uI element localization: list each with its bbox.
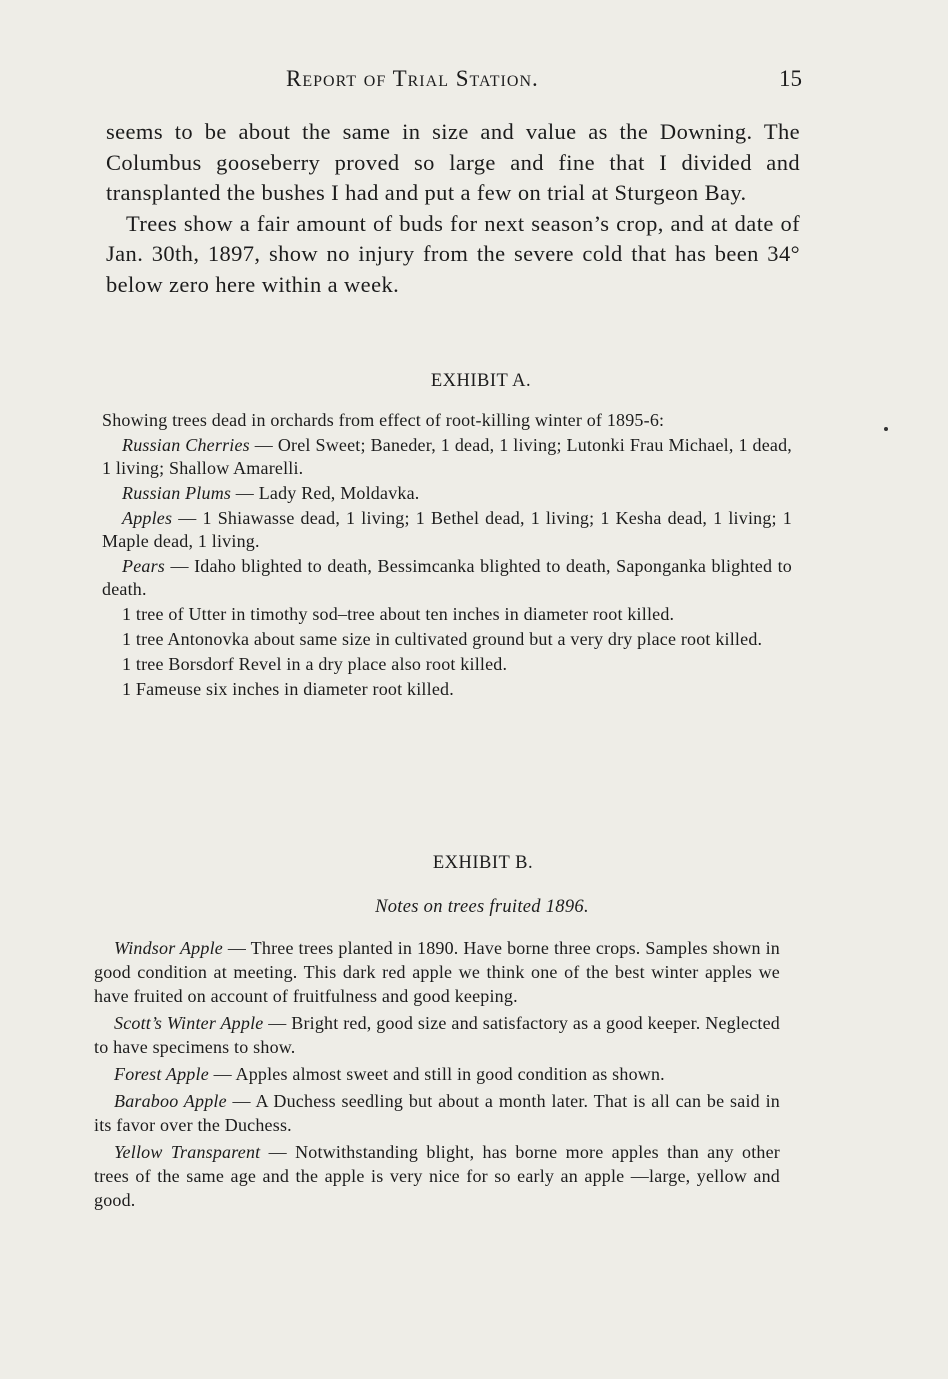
entry-lead: Windsor Apple bbox=[114, 938, 223, 958]
entry-text: A Duchess seedling but about a month later. That is all can be said in its favor over the Duchess. bbox=[94, 1091, 780, 1135]
list-item: Forest Apple — Apples almost sweet and still in good condition as shown. bbox=[114, 1064, 665, 1084]
list-item: Yellow Transparent — Notwithstanding blight, has borne more apples than any other trees of the same age and the apple is very nice for so early an apple —large, yellow and good. bbox=[94, 1142, 780, 1210]
entry-lead: Apples bbox=[122, 508, 173, 528]
entry-lead: Russian Plums bbox=[122, 483, 232, 503]
note-item: 1 tree Antonovka about same size in cultivated ground but a very dry place root killed. bbox=[122, 629, 763, 649]
entry-text: Idaho blighted to death, Bessimcanka blighted to death, Saponganka blighted to death. bbox=[102, 556, 792, 599]
note-item: 1 tree Borsdorf Revel in a dry place also root killed. bbox=[122, 654, 508, 674]
page-number: 15 bbox=[779, 66, 802, 91]
list-item: Russian Cherries — Orel Sweet; Baneder, 1 dead, 1 living; Lutonki Frau Michael, 1 dead, 1 living; Shallow Amarelli. bbox=[102, 435, 792, 478]
exhibit-a-heading: EXHIBIT A. bbox=[430, 371, 532, 391]
entry-text: Bright red, good size and satisfactory as a good keeper. Neglected to have specimens to show. bbox=[94, 1013, 780, 1057]
entry-text: 1 Shiawasse dead, 1 living; 1 Bethel dead, 1 living; 1 Kesha dead, 1 living; 1 Maple dead, 1 living. bbox=[102, 508, 792, 551]
entry-lead: Pears bbox=[122, 556, 165, 576]
exhibit-a-intro: Showing trees dead in orchards from effect of root-killing winter of 1895-6: bbox=[102, 410, 665, 430]
running-title: Report of Trial Station. bbox=[286, 66, 539, 91]
page-header bbox=[100, 66, 802, 96]
body-paragraph: Trees show a fair amount of buds for next season’s crop, and at date of Jan. 30th, 1897, show no injury from the severe cold that has been 34° below zero here within a week. bbox=[106, 210, 800, 297]
entry-lead: Forest Apple bbox=[114, 1064, 209, 1084]
list-item: Apples — 1 Shiawasse dead, 1 living; 1 Bethel dead, 1 living; 1 Kesha dead, 1 living; 1 Maple dead, 1 living. bbox=[102, 508, 792, 551]
entry-text: Apples almost sweet and still in good condition as shown. bbox=[235, 1064, 665, 1084]
entry-text: Lady Red, Moldavka. bbox=[258, 483, 420, 503]
body-paragraph: seems to be about the same in size and value as the Downing. The Columbus gooseberry proved so large and fine that I divided and transplanted the bushes I had and put a few on trial at Sturgeon Bay. bbox=[106, 119, 800, 205]
exhibit-a-section bbox=[102, 409, 792, 703]
entry-lead: Baraboo Apple bbox=[114, 1091, 227, 1111]
list-item: Baraboo Apple — A Duchess seedling but about a month later. That is all can be said in its favor over the Duchess. bbox=[94, 1091, 780, 1135]
entry-lead: Scott’s Winter Apple bbox=[114, 1013, 264, 1033]
exhibit-b-section bbox=[94, 936, 780, 1215]
list-item: Scott’s Winter Apple — Bright red, good size and satisfactory as a good keeper. Neglected to have specimens to show. bbox=[94, 1013, 780, 1057]
list-item: Russian Plums — Lady Red, Moldavka. bbox=[122, 483, 420, 503]
entry-text: Three trees planted in 1890. Have borne three crops. Samples shown in good condition at meeting. This dark red apple we think one of the best winter apples we have fruited on account of fruitfulness and good keeping. bbox=[94, 938, 781, 1006]
exhibit-b-subheading: Notes on trees fruited 1896. bbox=[375, 897, 589, 917]
note-item: 1 tree of Utter in timothy sod–tree about ten inches in diameter root killed. bbox=[122, 604, 675, 624]
entry-text: Orel Sweet; Baneder, 1 dead, 1 living; Lutonki Frau Michael, 1 dead, 1 living; Shallow Amarelli. bbox=[102, 435, 792, 478]
note-item: 1 Fameuse six inches in diameter root killed. bbox=[122, 679, 454, 699]
exhibit-b-heading: EXHIBIT B. bbox=[432, 853, 534, 873]
ink-speck bbox=[884, 427, 888, 431]
list-item: Windsor Apple — Three trees planted in 1890. Have borne three crops. Samples shown in good condition at meeting. This dark red apple we think one of the best winter apples we have fruited on account of fruitfulness and good keeping. bbox=[94, 938, 781, 1006]
entry-text: Notwithstanding blight, has borne more apples than any other trees of the same age and the apple is very nice for so early an apple —large, yellow and good. bbox=[94, 1142, 780, 1210]
entry-lead: Russian Cherries bbox=[122, 435, 250, 455]
list-item: Pears — Idaho blighted to death, Bessimcanka blighted to death, Saponganka blighted to death. bbox=[102, 556, 792, 599]
body-text bbox=[106, 117, 800, 300]
entry-lead: Yellow Transparent bbox=[114, 1142, 261, 1162]
